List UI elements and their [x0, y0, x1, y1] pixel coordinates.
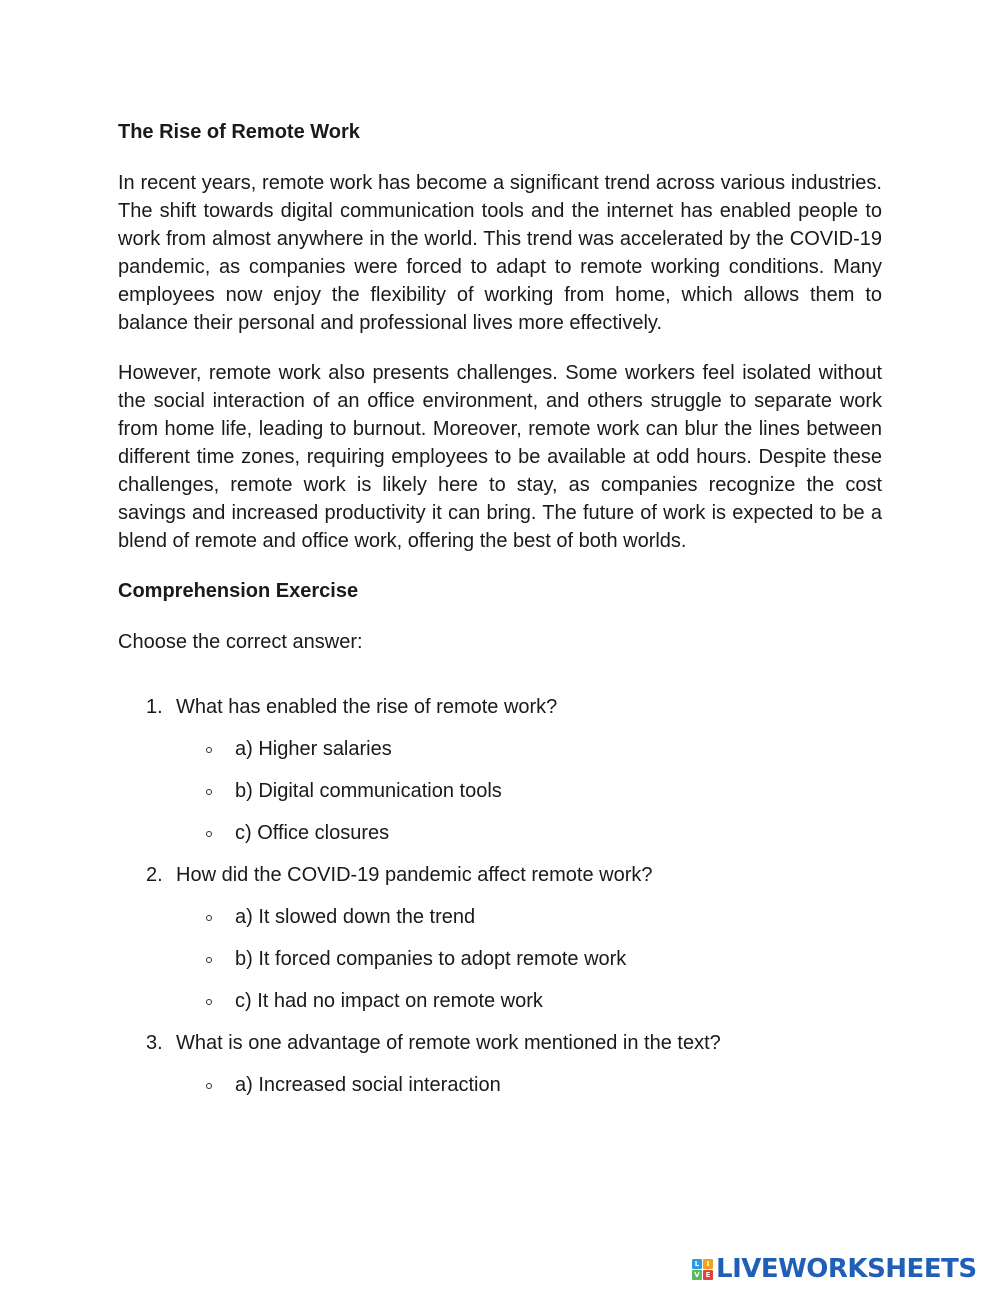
option-list [176, 1071, 882, 1099]
answer-option-label: a) Higher salaries [235, 738, 392, 760]
question-number: 2. [146, 864, 163, 886]
answer-option-label: a) It slowed down the trend [235, 906, 476, 928]
answer-option[interactable] [176, 1071, 882, 1099]
liveworksheets-logo [692, 1254, 977, 1284]
radio-circle-icon [206, 747, 212, 753]
radio-circle-icon [206, 999, 212, 1005]
option-list [176, 735, 882, 847]
article-paragraph-1: In recent years, remote work has become a significant trend across various industries. The shift towards digital communication tools and the internet has enabled people to work from almost anywhere in the world. This trend was accelerated by the COVID-19 pandemic, as companies were forced to adapt to remote working conditions. Many employees now enjoy the flexibility of working from home, which allows them to balance their personal and professional lives more effectively. [118, 172, 882, 334]
answer-option-label: b) Digital communication tools [235, 780, 502, 802]
worksheet-page [118, 118, 882, 1113]
question-1 [118, 693, 882, 847]
answer-option[interactable] [176, 903, 882, 931]
article-paragraph-2: However, remote work also presents challenges. Some workers feel isolated without the social interaction of an office environment, and others struggle to separate work from home life, leading to burnout. Moreover, remote work can blur the lines between different time zones, requiring employees to be available at odd hours. Despite these challenges, remote work is likely here to stay, as companies recognize the cost savings and increased productivity it can bring. The future of work is expected to be a blend of remote and office work, offering the best of both worlds. [118, 362, 882, 552]
question-2 [118, 861, 882, 1015]
logo-mark-letter: E [703, 1270, 713, 1280]
logo-mark-letter: I [703, 1259, 713, 1269]
question-list [118, 693, 882, 1099]
logo-text: LIVEWORKSHEETS [716, 1254, 977, 1284]
question-3 [118, 1029, 882, 1099]
radio-circle-icon [206, 831, 212, 837]
logo-mark-letter: L [692, 1259, 702, 1269]
logo-mark-letter: V [692, 1270, 702, 1280]
answer-option[interactable] [176, 735, 882, 763]
answer-option[interactable] [176, 777, 882, 805]
exercise-title: Comprehension Exercise [118, 580, 359, 602]
question-text: What has enabled the rise of remote work? [176, 696, 558, 718]
answer-option-label: b) It forced companies to adopt remote work [235, 948, 627, 970]
radio-circle-icon [206, 957, 212, 963]
question-number: 1. [146, 696, 163, 718]
radio-circle-icon [206, 1083, 212, 1089]
answer-option-label: a) Increased social interaction [235, 1074, 501, 1096]
radio-circle-icon [206, 789, 212, 795]
option-list [176, 903, 882, 1015]
answer-option[interactable] [176, 987, 882, 1015]
exercise-instruction: Choose the correct answer: [118, 631, 363, 653]
article-title: The Rise of Remote Work [118, 121, 360, 143]
liveworksheets-logo-icon [692, 1259, 713, 1280]
answer-option-label: c) It had no impact on remote work [235, 990, 543, 1012]
question-number: 3. [146, 1032, 163, 1054]
question-text: What is one advantage of remote work mentioned in the text? [176, 1032, 721, 1054]
answer-option[interactable] [176, 819, 882, 847]
radio-circle-icon [206, 915, 212, 921]
question-text: How did the COVID-19 pandemic affect remote work? [176, 864, 653, 886]
answer-option[interactable] [176, 945, 882, 973]
answer-option-label: c) Office closures [235, 822, 390, 844]
